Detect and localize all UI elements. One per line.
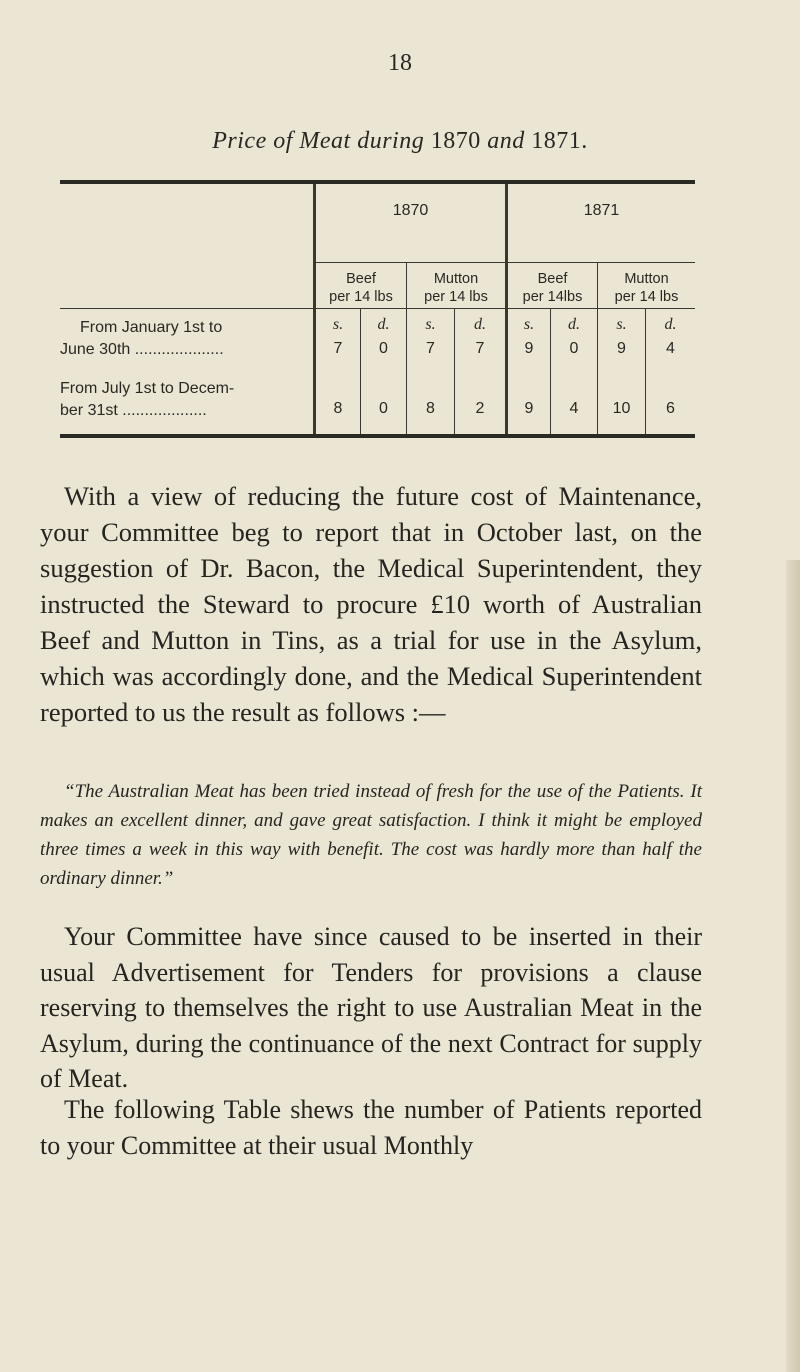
- row-label-jan-jun: From January 1st to June 30th ....................: [60, 319, 224, 358]
- title-year-1: 1870: [430, 128, 481, 154]
- table-rule: [316, 262, 505, 263]
- price-table: [60, 180, 695, 438]
- col-header-beef-1871: Beef per 14lbs: [522, 271, 583, 305]
- unit-label: d.: [568, 316, 580, 333]
- table-cell: 7: [333, 340, 343, 357]
- table-cell: 9: [524, 340, 534, 357]
- paragraph-patients: The following Table shews the number of Patients reported to your Committee at their usual Monthly: [40, 1095, 702, 1160]
- title-year-2: 1871.: [531, 128, 588, 154]
- col-header-beef-1870: Beef per 14 lbs: [329, 271, 393, 305]
- table-title: [0, 128, 800, 155]
- year-header-1871: 1871: [583, 202, 620, 219]
- page-number: 18: [388, 50, 412, 76]
- paragraph-quote: “The Australian Meat has been tried instead of fresh for the use of the Patients. It makes an excellent dinner, and gave great satisfaction. I think it might be employed three times a week in this way with benefit. The cost was hardly more than half the ordinary dinner.”: [40, 781, 702, 889]
- table-divider: [313, 184, 316, 434]
- table-cell: 8: [426, 400, 435, 417]
- table-cell: 7: [426, 340, 435, 357]
- col-header-mutton-1870: Mutton per 14 lbs: [424, 271, 488, 305]
- col-header-mutton-1871: Mutton per 14 lbs: [614, 271, 679, 305]
- table-rule: [508, 262, 695, 263]
- paragraph-maintenance: With a view of reducing the future cost of Maintenance, your Committee beg to report that in October last, on the suggestion of Dr. Bacon, the Medical Superintendent, they instructed the Steward to procure £10 worth of Australian Beef and Mutton in Tins, as a trial for use in the Asylum, which was accordingly done, and the Medical Superintendent reported to us the result as follows :—: [40, 481, 702, 727]
- table-cell: 4: [666, 340, 675, 357]
- title-prefix: Price of Meat during: [212, 128, 425, 154]
- table-cell: 0: [569, 340, 579, 357]
- table-rule: [60, 308, 695, 309]
- table-cell: 4: [569, 400, 579, 417]
- table-cell: 9: [524, 400, 534, 417]
- unit-label: d.: [474, 316, 486, 333]
- unit-label: s.: [425, 316, 436, 333]
- table-divider: [505, 184, 508, 434]
- table-cell: 8: [333, 400, 343, 417]
- year-header-1870: 1870: [392, 202, 429, 219]
- table-cell: 0: [379, 340, 388, 357]
- table-cell: 9: [617, 340, 626, 357]
- unit-label: s.: [523, 316, 535, 333]
- table-cell: 0: [379, 400, 388, 417]
- row-label-jul-dec: From July 1st to Decem- ber 31st ...................: [60, 380, 235, 419]
- table-cell: 6: [666, 400, 675, 417]
- paragraph-advertisement: Your Committee have since caused to be inserted in their usual Advertisement for Tenders for provisions a clause reserving to themselves the right to use Australian Meat in the Asylum, during the continuance of the next Contract for supply of Meat.: [40, 922, 702, 1093]
- table-cell: 7: [475, 340, 485, 357]
- unit-label: d.: [377, 316, 390, 333]
- unit-label: d.: [664, 316, 677, 333]
- title-and: and: [487, 128, 525, 154]
- table-cell: 2: [475, 400, 485, 417]
- table-cell: 10: [612, 400, 631, 417]
- page-edge-shadow: [786, 560, 800, 1372]
- unit-label: s.: [332, 316, 344, 333]
- unit-label: s.: [616, 316, 627, 333]
